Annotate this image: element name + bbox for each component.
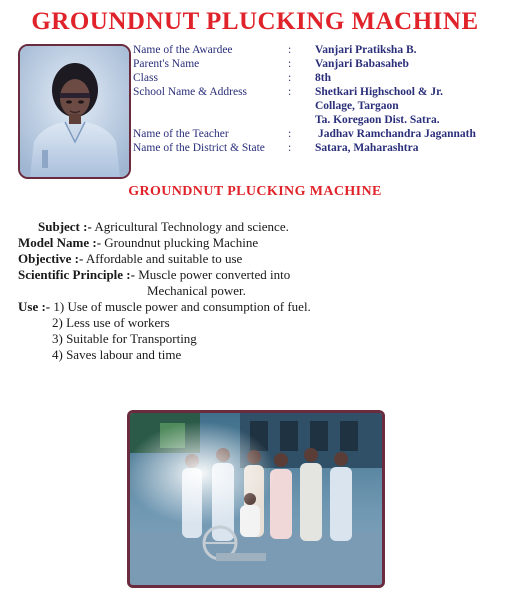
colon: : [288,44,292,56]
colon: : [288,86,292,98]
use-item: 1) Use of muscle power and consumption of fuel. [53,299,311,314]
parent-name-label: Parent's Name [133,58,200,70]
parent-name-value: Vanjari Babasaheb [315,58,409,70]
page-title: GROUNDNUT PLUCKING MACHINE [31,8,479,35]
objective-value: Affordable and suitable to use [85,251,243,266]
principle-label: Scientific Principle :- [18,267,135,282]
subject-label: Subject :- [38,219,92,234]
group-photo [127,410,385,588]
model-label: Model Name :- [18,235,102,250]
objective-line [18,251,242,266]
school-value-line-2: Collage, Targaon [315,100,399,112]
district-value: Satara, Maharashtra [315,142,419,154]
colon: : [288,142,292,154]
principle-value: Muscle power converted into [138,267,291,282]
group-photo-image [130,413,382,585]
class-label: Class [133,72,158,84]
teacher-value: Jadhav Ramchandra Jagannath [318,128,476,140]
use-item: 2) Less use of workers [52,315,170,330]
teacher-label: Name of the Teacher [133,128,229,140]
model-line [18,235,258,250]
colon: : [288,58,292,70]
principle-value-2: Mechanical power. [147,283,246,298]
awardee-name-value: Vanjari Pratiksha B. [315,44,417,56]
awardee-name-label: Name of the Awardee [133,44,233,56]
subject-value: Agricultural Technology and science. [94,219,289,234]
section-title: GROUNDNUT PLUCKING MACHINE [128,184,382,199]
school-value-line-3: Ta. Koregaon Dist. Satra. [315,114,440,126]
use-label: Use :- [18,299,51,314]
use-item: 3) Suitable for Transporting [52,331,197,346]
awardee-info [0,44,510,164]
district-label: Name of the District & State [133,142,265,154]
principle-line [18,267,290,282]
class-value: 8th [315,72,331,84]
model-value: Groundnut plucking Machine [104,235,259,250]
school-label: School Name & Address [133,86,248,98]
use-item: 4) Saves labour and time [52,347,182,362]
principle-line-2 [147,283,246,298]
colon: : [288,72,292,84]
school-value-line-1: Shetkari Highschool & Jr. [315,86,444,98]
subject-line [38,219,289,234]
colon: : [288,128,292,140]
use-line [18,299,311,314]
objective-label: Objective :- [18,251,84,266]
